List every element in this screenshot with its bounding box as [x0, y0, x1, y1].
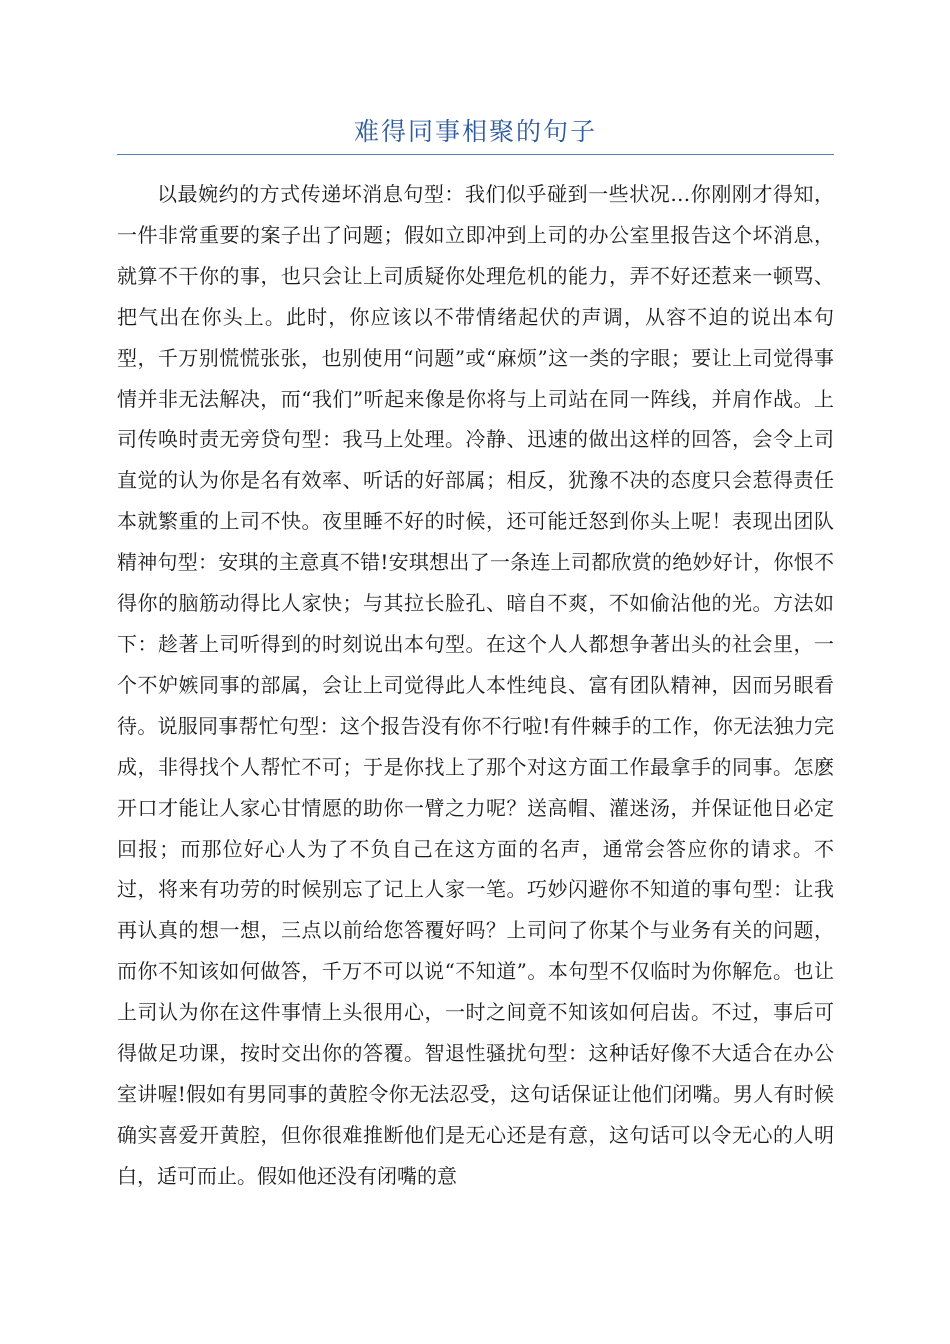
title-underline: [117, 154, 834, 155]
document-title: 难得同事相聚的句子: [353, 117, 597, 146]
body-paragraph: 以最婉约的方式传递坏消息句型：我们似乎碰到一些状况…你刚刚才得知，一件非常重要的案子出了问题；假如立即冲到上司的办公室里报告这个坏消息，就算不干你的事，也只会让上司质疑你处理危机的能力，弄不好还惹来一顿骂、把气出在你头上。此时，你应该以不带情绪起伏的声调，从容不迫的说出本句型，千万别慌慌张张，也别使用“问题”或“麻烦”这一类的字眼；要让上司觉得事情并非无法解决，而“我们”听起来像是你将与上司站在同一阵线，并肩作战。上司传唤时责无旁贷句型：我马上处理。冷静、迅速的做出这样的回答，会令上司直觉的认为你是名有效率、听话的好部属；相反，犹豫不决的态度只会惹得责任本就繁重的上司不快。夜里睡不好的时候，还可能迁怒到你头上呢！表现出团队精神句型：安琪的主意真不错!安琪想出了一条连上司都欣赏的绝妙好计，你恨不得你的脑筋动得比人家快；与其拉长脸孔、暗自不爽，不如偷沾他的光。方法如下：趁著上司听得到的时刻说出本句型。在这个人人都想争著出头的社会里，一个不妒嫉同事的部属，会让上司觉得此人本性纯良、富有团队精神，因而另眼看待。说服同事帮忙句型：这个报告没有你不行啦!有件棘手的工作，你无法独力完成，非得找个人帮忙不可；于是你找上了那个对这方面工作最拿手的同事。怎麽开口才能让人家心甘情愿的助你一臂之力呢？送高帽、灌迷汤，并保证他日必定回报；而那位好心人为了不负自己在这方面的名声，通常会答应你的请求。不过，将来有功劳的时候别忘了记上人家一笔。巧妙闪避你不知道的事句型：让我再认真的想一想，三点以前给您答覆好吗？上司问了你某个与业务有关的问题，而你不知该如何做答，千万不可以说“不知道”。本句型不仅临时为你解危。也让上司认为你在这件事情上头很用心，一时之间竟不知该如何启齿。不过，事后可得做足功课，按时交出你的答覆。智退性骚扰句型：这种话好像不大适合在办公室讲喔!假如有男同事的黄腔令你无法忍受，这句话保证让他们闭嘴。男人有时候确实喜爱开黄腔，但你很难推断他们是无心还是有意，这句话可以令无心的人明白，适可而止。假如他还没有闭嘴的意: [117, 182, 834, 1188]
